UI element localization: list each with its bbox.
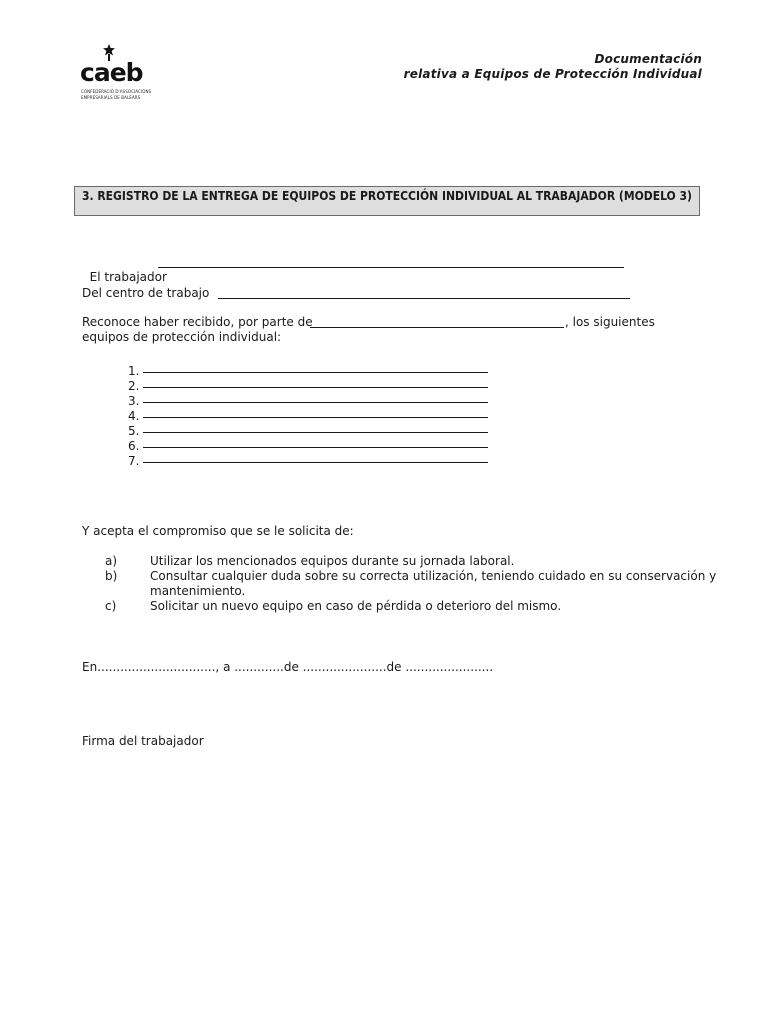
signature-label: Firma del trabajador [82, 734, 204, 748]
worker-field-row [82, 255, 167, 285]
list-item [128, 435, 140, 453]
commitment-text-b: Consultar cualquier duda sobre su correcta utilización, teniendo cuidado en su conservación y [150, 569, 717, 583]
equipment-blank-line[interactable] [143, 361, 488, 373]
commitment-marker-b: b) [105, 569, 118, 583]
commitment-text-c: Solicitar un nuevo equipo en caso de pérdida o deterioro del mismo. [150, 599, 562, 613]
logo-subtitle-line1: CONFEDERACIÓ D'ASSOCIACIONS [81, 89, 152, 94]
list-item [128, 420, 140, 438]
list-item-number: 4. [128, 409, 140, 423]
header-doc-subtitle: relativa a Equipos de Protección Individual [403, 67, 702, 81]
list-item-number: 7. [128, 454, 140, 468]
logo-wordmark: caeb [80, 58, 143, 87]
list-item-number: 1. [128, 364, 140, 378]
commitment-marker-c: c) [105, 599, 117, 613]
list-item-number: 3. [128, 394, 140, 408]
caeb-logo [80, 44, 160, 108]
equipment-blank-line[interactable] [143, 451, 488, 463]
received-line2: equipos de protección individual: [82, 330, 282, 344]
equipment-blank-line[interactable] [143, 391, 488, 403]
list-item-number: 5. [128, 424, 140, 438]
equipment-blank-line[interactable] [143, 421, 488, 433]
list-item [128, 375, 140, 393]
list-item [128, 360, 140, 378]
equipment-blank-line[interactable] [143, 406, 488, 418]
list-item [128, 450, 140, 468]
commitment-text-b-cont: mantenimiento. [150, 584, 246, 598]
section-title: 3. REGISTRO DE LA ENTREGA DE EQUIPOS DE PROTECCIÓN INDIVIDUAL AL TRABAJADOR (MODELO 3) [82, 189, 692, 203]
header-doc-title: Documentación [594, 52, 702, 66]
commitment-intro: Y acepta el compromiso que se le solicita de: [82, 524, 354, 538]
list-item-number: 2. [128, 379, 140, 393]
worker-label: El trabajador [89, 270, 167, 284]
worker-blank-line[interactable] [158, 256, 624, 268]
list-item [128, 405, 140, 423]
equipment-blank-line[interactable] [143, 436, 488, 448]
date-place-line[interactable]: En..............................., a .............de ......................de ....................... [82, 660, 494, 674]
equipment-blank-line[interactable] [143, 376, 488, 388]
logo-subtitle-line2: EMPRESARIALS DE BALEARS [81, 95, 141, 100]
received-suffix: , los siguientes [565, 315, 655, 329]
center-label: Del centro de trabajo [82, 286, 210, 300]
received-prefix: Reconoce haber recibido, por parte de [82, 315, 313, 329]
commitment-text-a: Utilizar los mencionados equipos durante su jornada laboral. [150, 554, 515, 568]
commitment-marker-a: a) [105, 554, 118, 568]
supplier-blank-line[interactable] [310, 316, 564, 328]
equipment-list [128, 360, 140, 468]
center-blank-line[interactable] [218, 287, 630, 299]
list-item-number: 6. [128, 439, 140, 453]
list-item [128, 390, 140, 408]
